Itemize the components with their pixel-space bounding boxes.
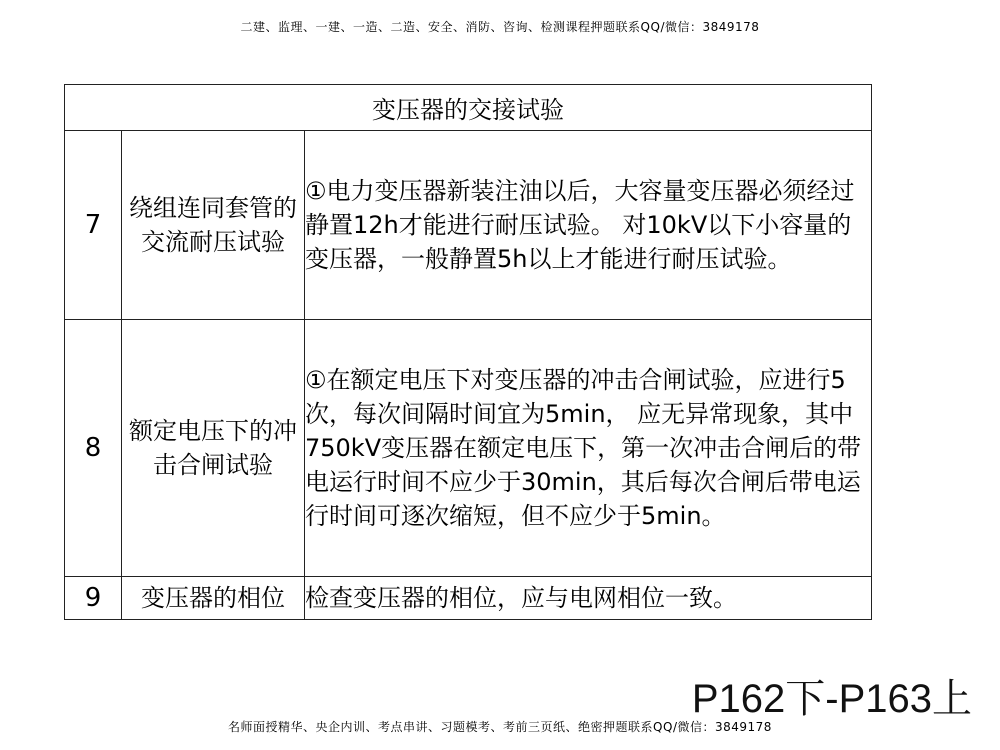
footer-banner: 名师面授精华、央企内训、考点串讲、习题模考、考前三页纸、绝密押题联系QQ/微信：3849178 — [228, 720, 772, 734]
row-item: 绕组连同套管的交流耐压试验 — [122, 131, 305, 320]
table-row — [65, 577, 872, 620]
page-reference: P162下-P163上 — [691, 677, 972, 721]
row-description: ①电力变压器新装注油以后，大容量变压器必须经过静置12h才能进行耐压试验。 对10kV以下小容量的变压器，一般静置5h以上才能进行耐压试验。 — [305, 131, 872, 320]
row-number: 7 — [65, 131, 122, 320]
row-number: 8 — [65, 320, 122, 577]
row-number: 9 — [65, 577, 122, 620]
row-description: 检查变压器的相位，应与电网相位一致。 — [305, 577, 872, 620]
transformer-test-table — [64, 84, 872, 620]
table-row — [65, 320, 872, 577]
header-banner: 二建、监理、一建、一造、二造、安全、消防、咨询、检测课程押题联系QQ/微信：3849178 — [240, 20, 760, 34]
row-item: 变压器的相位 — [122, 577, 305, 620]
row-item: 额定电压下的冲击合闸试验 — [122, 320, 305, 577]
table-row — [65, 131, 872, 320]
row-description: ①在额定电压下对变压器的冲击合闸试验，应进行5次，每次间隔时间宜为5min， 应无异常现象，其中750kV变压器在额定电压下，第一次冲击合闸后的带电运行时间不应少于30min，其后每次合闸后带电运行时间可逐次缩短，但不应少于5min。 — [305, 320, 872, 577]
table-title: 变压器的交接试验 — [65, 85, 872, 131]
